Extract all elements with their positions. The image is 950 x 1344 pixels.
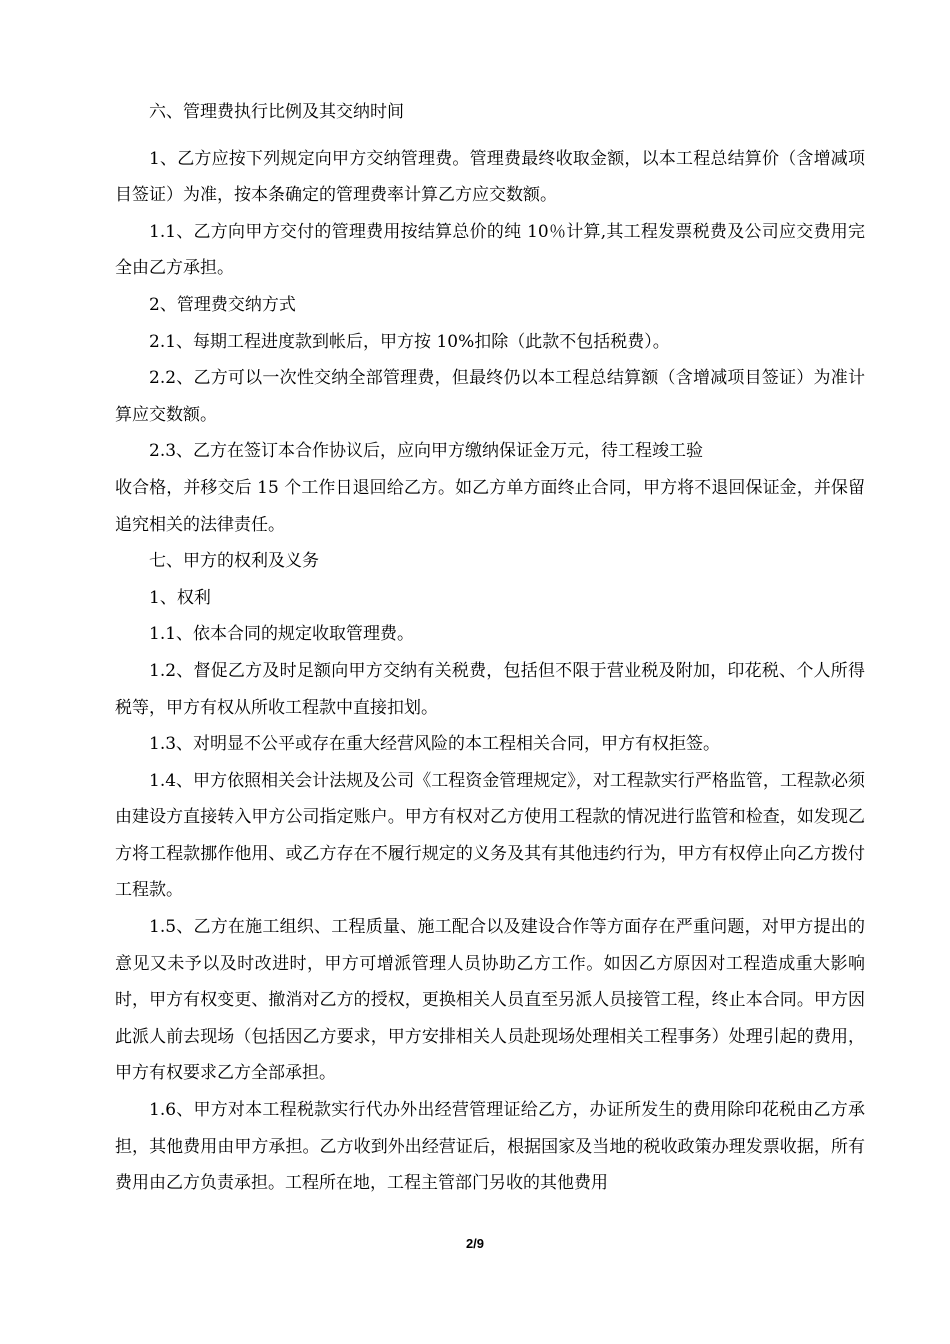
paragraph-right-1-1: 1.1、依本合同的规定收取管理费。	[149, 624, 415, 645]
paragraph-clause-2-1: 2.1、每期工程进度款到帐后，甲方按 10%扣除（此款不包括税费）。	[149, 331, 670, 352]
paragraph-right-1-2: 1.2、督促乙方及时足额向甲方交纳有关税费，包括但不限于营业税及附加，印花税、个人所得税等，甲方有权从所收工程款中直接扣划。	[115, 660, 865, 718]
section-heading-6: 六、管理费执行比例及其交纳时间	[149, 102, 404, 122]
paragraph-right-1-5: 1.5、乙方在施工组织、工程质量、施工配合以及建设合作等方面存在严重问题，对甲方提出的意见又未予以及时改进时，甲方可增派管理人员协助乙方工作。如因乙方原因对工程造成重大影响时，甲方有权变更、撤消对乙方的授权，更换相关人员直至另派人员接管工程，终止本合同。甲方因此派人前去现场（包括因乙方要求，甲方安排相关人员赴现场处理相关工程事务）处理引起的费用，甲方有权要求乙方全部承担。	[115, 917, 865, 1084]
paragraph-clause-2-3: 2.3、乙方在签订本合作协议后，应向甲方缴纳保证金万元，待工程竣工验	[149, 441, 704, 462]
page-number: 2/9	[465, 1236, 485, 1251]
section-heading-7: 七、甲方的权利及义务	[149, 551, 319, 572]
paragraph-clause-2: 2、管理费交纳方式	[149, 294, 296, 315]
paragraph-rights-heading: 1、权利	[149, 587, 211, 608]
paragraph-clause-1: 1、乙方应按下列规定向甲方交纳管理费。管理费最终收取金额，以本工程总结算价（含增减项目签证）为准，按本条确定的管理费率计算乙方应交数额。	[115, 148, 865, 206]
paragraph-clause-2-3-continued: 收合格，并移交后 15 个工作日退回给乙方。如乙方单方面终止合同，甲方将不退回保证金，并保留追究相关的法律责任。	[115, 477, 865, 535]
paragraph-right-1-4: 1.4、甲方依照相关会计法规及公司《工程资金管理规定》，对工程款实行严格监管，工程款必须由建设方直接转入甲方公司指定账户。甲方有权对乙方使用工程款的情况进行监管和检查，如发现乙方将工程款挪作他用、或乙方存在不履行规定的义务及其有其他违约行为，甲方有权停止向乙方拨付工程款。	[115, 770, 865, 901]
paragraph-clause-1-1: 1.1、乙方向甲方交付的管理费用按结算总价的纯 10％计算,其工程发票税费及公司应交费用完全由乙方承担。	[115, 221, 865, 279]
paragraph-clause-2-2: 2.2、乙方可以一次性交纳全部管理费，但最终仍以本工程总结算额（含增减项目签证）为准计算应交数额。	[115, 368, 865, 425]
paragraph-right-1-3: 1.3、对明显不公平或存在重大经营风险的本工程相关合同，甲方有权拒签。	[149, 734, 721, 755]
document-body	[115, 94, 865, 1202]
paragraph-right-1-6: 1.6、甲方对本工程税款实行代办外出经营管理证给乙方，办证所发生的费用除印花税由乙方承担，其他费用由甲方承担。乙方收到外出经营证后，根据国家及当地的税收政策办理发票收据，所有费用由乙方负责承担。工程所在地，工程主管部门另收的其他费用	[115, 1100, 865, 1194]
